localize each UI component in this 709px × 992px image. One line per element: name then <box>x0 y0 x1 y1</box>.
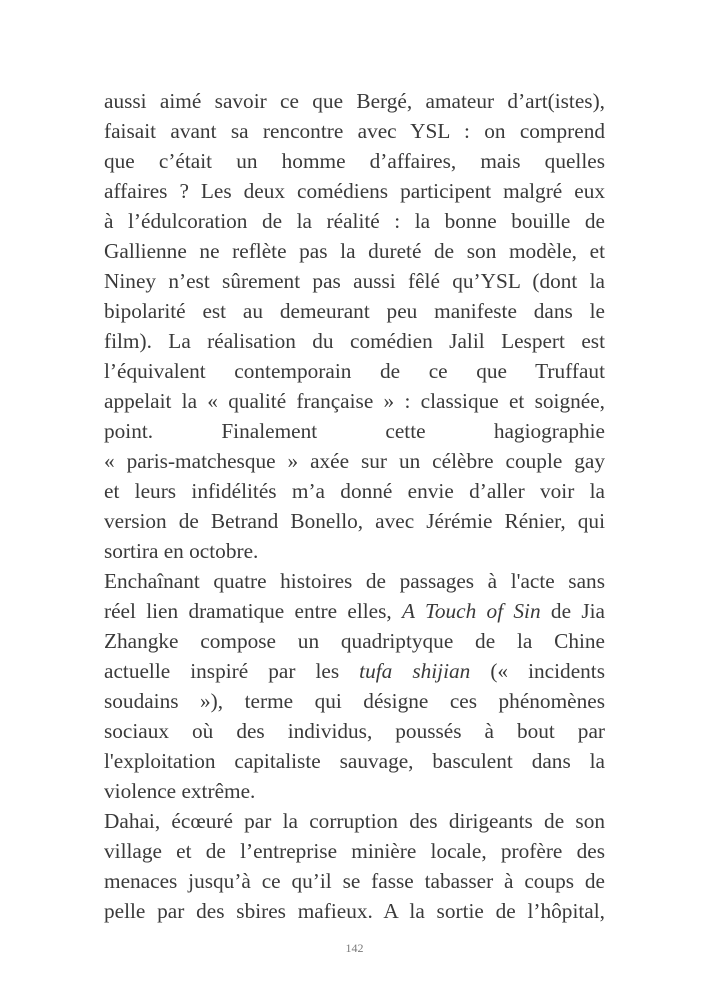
text-line: Gallienne ne reflète pas la dureté de son modèle, et <box>104 239 605 263</box>
text-line: actuelle inspiré par les tufa shijian (« incidents <box>104 659 606 683</box>
paragraph <box>104 86 605 566</box>
text-line: soudains »), terme qui désigne ces phénomènes <box>104 689 605 713</box>
text-line: sociaux où des individus, poussés à bout par <box>104 719 605 743</box>
text-line: menaces jusqu’à ce qu’il se fasse tabasser à coups de <box>104 869 605 893</box>
text-line: l'exploitation capitaliste sauvage, basculent dans la <box>104 749 605 773</box>
italic-title: A Touch of Sin <box>402 599 541 623</box>
text-line: Zhangke compose un quadriptyque de la Chine <box>104 629 605 653</box>
text-line: pelle par des sbires mafieux. A la sortie de l’hôpital, <box>104 899 605 923</box>
text-line: point. Finalement cette hagiographie <box>104 419 605 443</box>
paragraph <box>104 566 605 806</box>
text-line: « paris-matchesque » axée sur un célèbre couple gay <box>104 449 605 473</box>
text-line: aussi aimé savoir ce que Bergé, amateur d’art(istes), <box>104 89 605 113</box>
text-line: version de Betrand Bonello, avec Jérémie Rénier, qui <box>104 509 605 533</box>
text-line: sortira en octobre. <box>104 539 259 563</box>
text-line: Dahai, écœuré par la corruption des dirigeants de son <box>104 809 605 833</box>
text-line: à l’édulcoration de la réalité : la bonne bouille de <box>104 209 605 233</box>
text-line: film). La réalisation du comédien Jalil Lespert est <box>104 329 605 353</box>
text-line: bipolarité est au demeurant peu manifeste dans le <box>104 299 605 323</box>
text-line: appelait la « qualité française » : classique et soignée, <box>104 389 605 413</box>
paragraph <box>104 806 605 926</box>
text-line: faisait avant sa rencontre avec YSL : on comprend <box>104 119 605 143</box>
text-line: et leurs infidélités m’a donné envie d’aller voir la <box>104 479 605 503</box>
text-line: que c’était un homme d’affaires, mais quelles <box>104 149 605 173</box>
body-text <box>104 86 605 926</box>
text-line: Enchaînant quatre histoires de passages à l'acte sans <box>104 569 605 593</box>
text-line: affaires ? Les deux comédiens participent malgré eux <box>104 179 605 203</box>
text-line: village et de l’entreprise minière locale, profère des <box>104 839 605 863</box>
text-line: Niney n’est sûrement pas aussi fêlé qu’YSL (dont la <box>104 269 605 293</box>
page-number: 142 <box>345 941 364 955</box>
text-line: réel lien dramatique entre elles, A Touch of Sin de Jia <box>104 599 605 623</box>
text-line: violence extrême. <box>104 779 256 803</box>
text-line: l’équivalent contemporain de ce que Truffaut <box>104 359 605 383</box>
italic-title: tufa shijian <box>359 659 471 683</box>
